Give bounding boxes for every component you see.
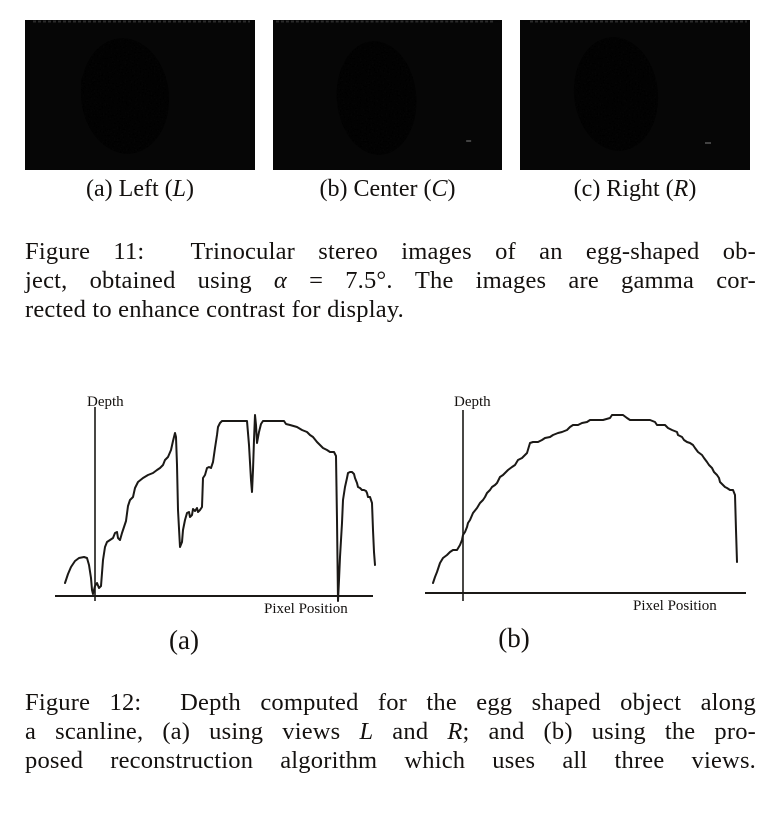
text-segment: Figure 12: Depth computed for the egg shaped object along bbox=[25, 689, 756, 716]
stereo-photo-right bbox=[520, 20, 750, 170]
x-axis-label: Pixel Position bbox=[633, 598, 717, 614]
depth-curve bbox=[433, 415, 737, 583]
text-segment: L bbox=[359, 718, 374, 745]
caption-line bbox=[25, 717, 756, 746]
text-segment: ject, obtained using bbox=[25, 267, 274, 294]
figure12-caption bbox=[25, 688, 756, 775]
text-segment: posed reconstruction algorithm which uses all three views. bbox=[25, 747, 756, 774]
text-segment: (b) Center ( bbox=[319, 176, 432, 202]
caption-line bbox=[25, 688, 756, 717]
caption-line bbox=[25, 266, 756, 295]
x-axis-label: Pixel Position bbox=[264, 601, 348, 617]
text-segment: R bbox=[673, 176, 689, 202]
y-axis-label: Depth bbox=[454, 394, 491, 410]
egg-highlight bbox=[589, 101, 623, 139]
text-segment: (a) Left ( bbox=[86, 176, 173, 202]
figure11-caption bbox=[25, 237, 756, 324]
image-label-left bbox=[25, 176, 255, 204]
text-segment: α bbox=[273, 267, 287, 294]
text-segment: (c) Right ( bbox=[573, 176, 674, 202]
scan-speck bbox=[705, 142, 711, 144]
text-segment: = 7.5°. The images are gamma cor- bbox=[286, 267, 756, 294]
text-segment: a scanline, (a) using views bbox=[25, 718, 360, 745]
egg-highlight bbox=[93, 96, 125, 136]
caption-line bbox=[25, 295, 756, 324]
text-segment: and bbox=[373, 718, 448, 745]
caption-line bbox=[25, 237, 756, 266]
depth-plot-a bbox=[40, 383, 385, 623]
image-label-center bbox=[273, 176, 502, 204]
stereo-photo-left-svg bbox=[25, 20, 255, 170]
y-axis-label: Depth bbox=[87, 394, 124, 410]
text-segment: ) bbox=[447, 176, 456, 202]
text-segment: R bbox=[447, 718, 463, 745]
text-segment: ; and (b) using the pro- bbox=[462, 718, 757, 745]
egg-dark-spot bbox=[81, 72, 97, 92]
text-segment: L bbox=[172, 176, 186, 202]
stereo-photo-left bbox=[25, 20, 255, 170]
scan-speck bbox=[466, 140, 471, 142]
stereo-photo-center-svg bbox=[273, 20, 502, 170]
text-segment: rected to enhance contrast for display. bbox=[25, 296, 404, 323]
depth-curve bbox=[65, 415, 375, 601]
plot-sublabel-a: (a) bbox=[169, 625, 199, 655]
text-segment: Figure 11: Trinocular stereo images of an egg-shaped ob- bbox=[25, 238, 756, 265]
stereo-photo-center bbox=[273, 20, 502, 170]
depth-plot-b bbox=[415, 383, 760, 623]
caption-line bbox=[25, 746, 756, 775]
text-segment: ) bbox=[185, 176, 194, 202]
plot-sublabel-b: (b) bbox=[498, 623, 530, 653]
text-segment: ) bbox=[688, 176, 697, 202]
image-label-right bbox=[520, 176, 750, 204]
stereo-photo-right-svg bbox=[520, 20, 750, 170]
egg-highlight bbox=[351, 106, 387, 138]
text-segment: C bbox=[431, 176, 448, 202]
